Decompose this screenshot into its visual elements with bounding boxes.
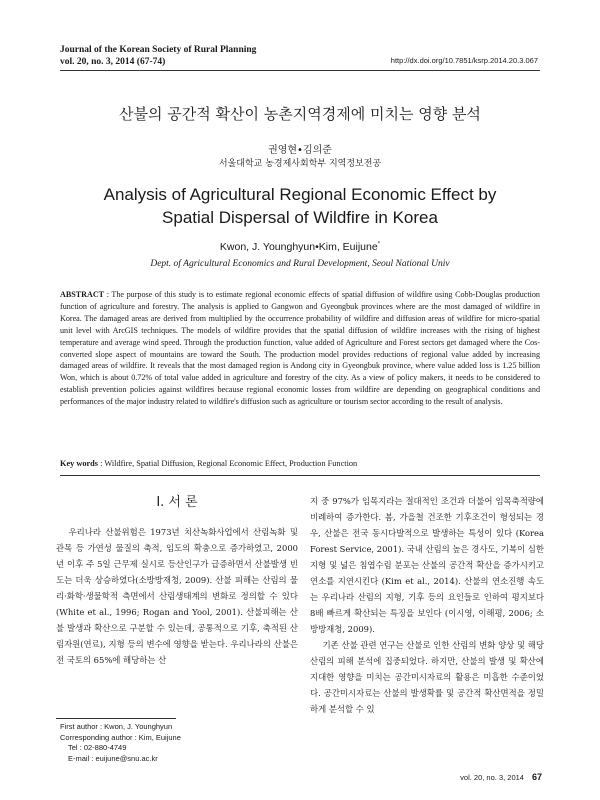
header-rule [60,70,540,71]
body-paragraph: 기존 산불 관련 연구는 산불로 인한 산림의 변화 양상 및 해당 산림의 피해 분석에 집중되었다. 하지만, 산불의 발생 및 확산에 지대한 영향을 미치는 공간미시자료의 활용은 미흡한 수준이었다. 공간미시자료는 산불의 발생확률 및 공간적 확산면적을 정밀하게 분석할 수 있 [310,640,544,714]
page-number: 67 [531,772,542,782]
abstract-text: : The purpose of this study is to estimate regional economic effects of spatial diffusion of wildfire using Cobb-Douglas production function of agriculture and forestry. The analysis is applied to Gangwon and Gyeongbuk provinces where are the most damaged of wildfire in Korea. The damaged areas are derived from multiplied by the occurrence probability of wildfire and diffusion areas of wildfire for micro-spatial unit level with ArcGIS techniques. The models of wildfire provides that the spatial diffusion of wildfire increases with the rising of highest temperature and average wind speed. Through the production function, value added of Agriculture and Forest sectors get damaged where the Cos-converted slope aspect of mountains are toward the South. The production model provides reductions of regional value added by increasing damaged areas of wildfire. It reveals that the most damaged region is Andong city in Gyeongbuk province, where value added loss is 1.25 billion Won, which is about 0.72% of total value added in agriculture and forestry of the city. As a view of policy makers, it needs to be considered to establish prevention policies against wildfires because regional economic losses from wildfire are depending on geographical conditions and performances of the major industry related to wildfire's diffusion such as agriculture or tourism sector according to the result of analysis. [60,290,540,407]
body-paragraph: 지 중 97%가 임목지라는 절대적인 조건과 더불어 임목축적량에 비례하여 증가한다. 봄, 가을철 건조한 기후조건이 형성되는 경우, 산불은 전국 동시다발적으로 발생하는 특성이 있다 (Korea Forest Service, 2001). 국내 산림의 높은 경사도, 기복이 심한 지형 및 넓은 침엽수림 분포는 산불의 공간적 확산을 증가시키고 연소를 지연시킨다 (Kim et al., 2014). 산불의 연소진행 속도는 우리나라 산림의 지형, 기후 등의 요인들로 인하여 평지보다 8배 빠르게 확산되는 특징을 보인다 (이시영, 이해평, 2006; 소방방재청, 2009). [310,496,544,634]
corresponding-mark: * [377,241,381,248]
korean-authors: 권영현•김의준 [268,145,332,156]
keywords-text: : Wildfire, Spatial Diffusion, Regional Economic Effect, Production Function [100,459,358,468]
english-title [0,183,600,229]
english-author-names: Kwon, J. Younghyun•Kim, Euijune [219,241,378,253]
email-note[interactable]: E-mail : euijune@snu.ac.kr [68,753,158,763]
journal-header [60,44,256,68]
korean-affiliation: 서울대학교 농경제사회학부 지역정보전공 [218,159,382,169]
korean-title: 산불의 공간적 확산이 농촌지역경제에 미치는 영향 분석 [119,105,481,123]
journal-volume: vol. 20, no. 3, 2014 (67-74) [60,57,166,67]
journal-name: Journal of the Korean Society of Rural Planning [60,45,257,55]
keywords [60,459,540,468]
corresponding-author-note: Corresponding author : Kim, Euijune [60,732,181,742]
abstract-label: ABSTRACT [60,290,105,299]
body-right-column [310,493,544,717]
abstract-rule [60,475,540,476]
page-footer [460,772,542,782]
abstract [60,289,540,408]
first-author-note: First author : Kwon, J. Younghyun [60,722,173,731]
section-heading: Ⅰ. 서 론 [156,495,198,510]
keywords-label: Key words [60,459,99,468]
footnote [60,722,181,764]
english-affiliation: Dept. of Agricultural Economics and Rural Development, Seoul National Univ [150,259,450,269]
english-title-line1: Analysis of Agricultural Regional Economic Effect by [103,185,497,204]
footer-volume: vol. 20, no. 3, 2014 [460,773,524,782]
english-title-line2: Spatial Dispersal of Wildfire in Korea [162,208,438,227]
telephone-note: Tel : 02-880-4749 [68,743,127,753]
footnote-rule [56,718,176,719]
doi-link[interactable]: http://dx.doi.org/10.7851/ksrp.2014.20.3.067 [390,56,538,65]
english-authors [0,241,600,253]
body-paragraph: 우리나라 산불위험은 1973년 치산녹화사업에서 산림녹화 및 관목 등 가연성 물질의 축적, 임도의 확충으로 증가하였고, 2000년 이후 주 5일 근무제 실시로 등산인구가 급증하면서 산불발생 빈도는 더욱 상승하였다(소방방재청, 2009). 산불 피해는 산림의 물리·화학·생물학적 측면에서 산림생태계의 변화로 정의할 수 있다(White et al., 1996; Rogan and Yool, 2001). 산불피해는 산불 발생과 확산으로 구분할 수 있는데, 공통적으로 기후, 축적된 산림자원(연료), 지형 등의 변수에 영향을 받는다. 우리나라의 산불은 전 국토의 65%에 해당하는 산 [56,527,298,665]
body-left-column [56,524,298,668]
